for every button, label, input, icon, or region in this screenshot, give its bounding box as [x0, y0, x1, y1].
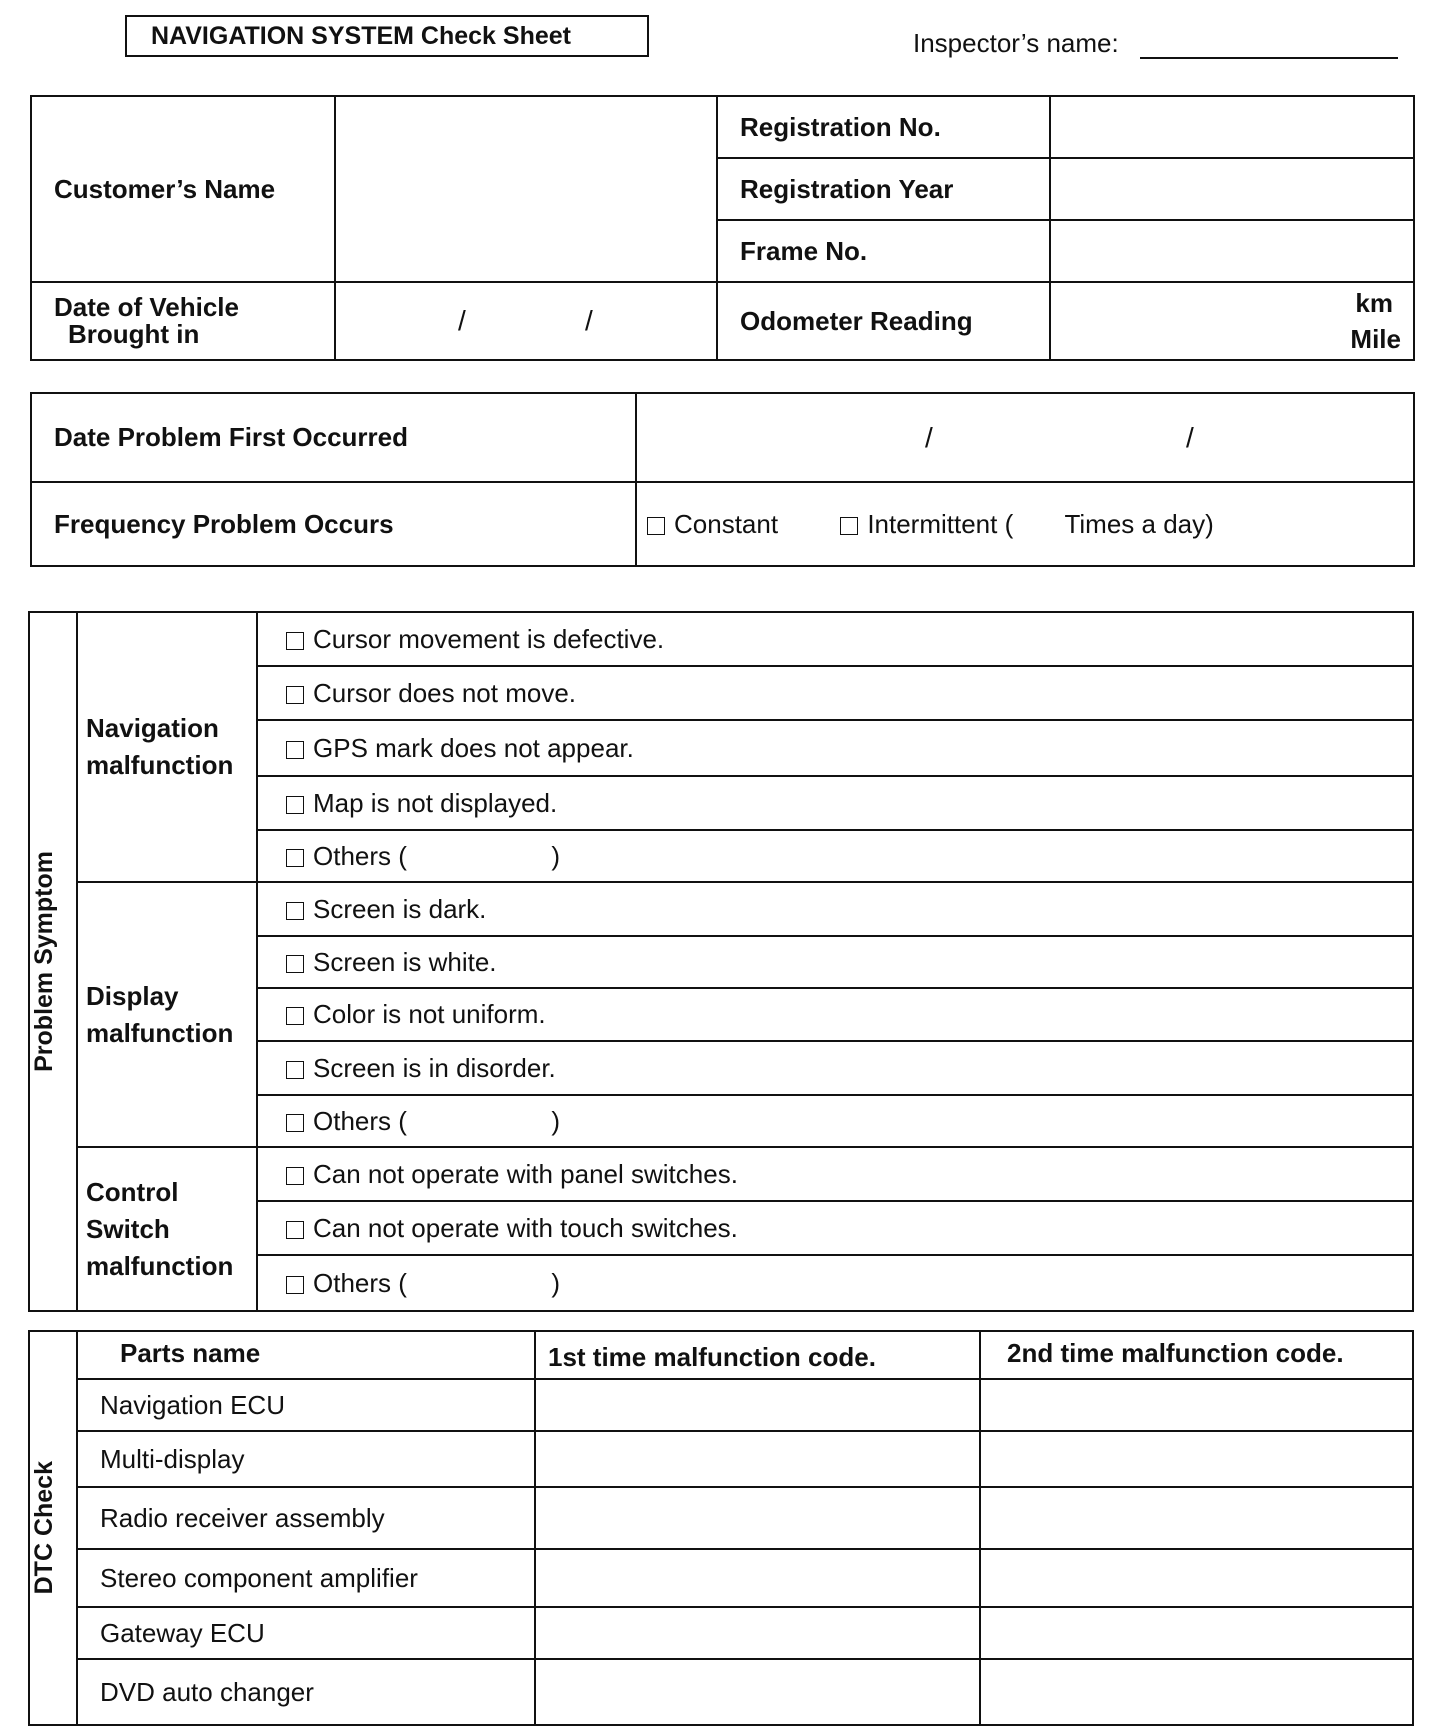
control-switch-label-line2: Switch: [86, 1213, 170, 1244]
first-code-field[interactable]: [535, 1607, 980, 1659]
vehicle-info-table: [30, 95, 1415, 361]
second-code-field[interactable]: [980, 1487, 1413, 1549]
second-code-field[interactable]: [980, 1431, 1413, 1487]
first-code-field[interactable]: [535, 1379, 980, 1431]
intermittent-checkbox[interactable]: [840, 517, 858, 535]
odometer-unit-mile: Mile: [1350, 324, 1401, 354]
registration-year-label: Registration Year: [717, 158, 1050, 220]
problem-symptom-label: Problem Symptom: [30, 851, 58, 1072]
checkbox[interactable]: [286, 902, 304, 920]
constant-option-label: Constant: [674, 508, 779, 539]
second-code-field[interactable]: [980, 1607, 1413, 1659]
symptom-label: Others ( ): [313, 1105, 561, 1136]
checkbox[interactable]: [286, 686, 304, 704]
symptom-label: Color is not uniform.: [313, 999, 546, 1029]
part-name-cell: Stereo component amplifier: [77, 1549, 535, 1607]
control-switch-label-line3: malfunction: [86, 1250, 234, 1281]
customer-name-field[interactable]: [335, 96, 717, 282]
first-code-header: 1st time malfunction code.: [535, 1331, 980, 1379]
symptom-item[interactable]: [257, 1255, 1413, 1311]
dtc-check-label: DTC Check: [30, 1461, 58, 1595]
date-brought-in-field[interactable]: [335, 282, 717, 360]
second-code-field[interactable]: [980, 1379, 1413, 1431]
times-a-day-label: Times a day): [1064, 508, 1214, 539]
parts-name-header: Parts name: [77, 1331, 535, 1379]
symptom-item[interactable]: [257, 720, 1413, 776]
part-name-cell: Navigation ECU: [77, 1379, 535, 1431]
symptom-label: Can not operate with panel switches.: [313, 1158, 738, 1189]
constant-option[interactable]: [647, 509, 778, 539]
frequency-options: [636, 482, 1414, 566]
symptom-label: Screen is white.: [313, 946, 497, 977]
symptom-item[interactable]: [257, 1147, 1413, 1201]
control-switch-malfunction-label: [77, 1147, 257, 1311]
inspector-name-label: Inspector’s name:: [913, 28, 1119, 58]
symptom-item[interactable]: [257, 830, 1413, 882]
date-separator: /: [925, 421, 933, 453]
symptom-label: Can not operate with touch switches.: [313, 1212, 738, 1243]
checkbox[interactable]: [286, 1167, 304, 1185]
symptom-label: Others ( ): [313, 840, 561, 871]
symptom-item[interactable]: [257, 612, 1413, 666]
symptom-label: Map is not displayed.: [313, 787, 558, 818]
checkbox[interactable]: [286, 1061, 304, 1079]
odometer-field[interactable]: [1050, 282, 1414, 360]
control-switch-label-line1: Control: [86, 1176, 179, 1207]
symptom-item[interactable]: [257, 1095, 1413, 1147]
frequency-label: Frequency Problem Occurs: [31, 482, 636, 566]
checkbox[interactable]: [286, 1221, 304, 1239]
date-first-occurred-label: Date Problem First Occurred: [31, 393, 636, 482]
display-malfunction-label: [77, 882, 257, 1147]
first-code-field[interactable]: [535, 1487, 980, 1549]
problem-symptom-table: [28, 611, 1414, 1312]
odometer-unit-km: km: [1355, 288, 1393, 318]
customer-name-label: Customer’s Name: [31, 96, 335, 282]
first-code-field[interactable]: [535, 1431, 980, 1487]
symptom-item[interactable]: [257, 936, 1413, 988]
checkbox[interactable]: [286, 955, 304, 973]
registration-no-field[interactable]: [1050, 96, 1414, 158]
navigation-malfunction-label: [77, 612, 257, 882]
problem-occurrence-table: [30, 392, 1415, 567]
dtc-check-table: [28, 1330, 1414, 1726]
part-name-cell: DVD auto changer: [77, 1659, 535, 1725]
symptom-item[interactable]: [257, 776, 1413, 830]
date-first-occurred-field[interactable]: [636, 393, 1414, 482]
checkbox[interactable]: [286, 741, 304, 759]
inspector-name-field[interactable]: [1140, 57, 1398, 59]
symptom-label: Cursor does not move.: [313, 677, 577, 708]
navigation-label-line1: Navigation: [86, 713, 219, 743]
checkbox[interactable]: [286, 632, 304, 650]
symptom-item[interactable]: [257, 988, 1413, 1041]
first-code-field[interactable]: [535, 1659, 980, 1725]
intermittent-option[interactable]: [840, 509, 1013, 539]
date-brought-in-label: [31, 282, 335, 360]
symptom-item[interactable]: [257, 882, 1413, 936]
date-separator: /: [1186, 421, 1194, 453]
symptom-label: GPS mark does not appear.: [313, 732, 634, 763]
first-code-field[interactable]: [535, 1549, 980, 1607]
symptom-label: Others ( ): [313, 1267, 561, 1298]
frame-no-field[interactable]: [1050, 220, 1414, 282]
odometer-label: Odometer Reading: [717, 282, 1050, 360]
problem-symptom-section: [29, 612, 77, 1311]
checkbox[interactable]: [286, 849, 304, 867]
part-name-cell: Radio receiver assembly: [77, 1487, 535, 1549]
date-brought-in-label-line1: Date of Vehicle: [54, 292, 239, 322]
checkbox[interactable]: [286, 1276, 304, 1294]
symptom-item[interactable]: [257, 1201, 1413, 1255]
display-label-line1: Display: [86, 980, 179, 1011]
intermittent-option-label: Intermittent (: [867, 508, 1014, 539]
date-brought-in-label-line2: Brought in: [68, 319, 200, 349]
registration-year-field[interactable]: [1050, 158, 1414, 220]
frame-no-label: Frame No.: [717, 220, 1050, 282]
date-separator: /: [585, 305, 593, 336]
sheet-title: NAVIGATION SYSTEM Check Sheet: [125, 15, 649, 57]
symptom-label: Cursor movement is defective.: [313, 623, 665, 654]
second-code-header: 2nd time malfunction code.: [980, 1331, 1413, 1379]
symptom-label: Screen is dark.: [313, 893, 487, 924]
checkbox[interactable]: [286, 1007, 304, 1025]
constant-checkbox[interactable]: [647, 517, 665, 535]
checkbox[interactable]: [286, 1114, 304, 1132]
date-separator: /: [458, 305, 466, 336]
symptom-item[interactable]: [257, 666, 1413, 720]
second-code-field[interactable]: [980, 1549, 1413, 1607]
display-label-line2: malfunction: [86, 1017, 234, 1048]
part-name-cell: Gateway ECU: [77, 1607, 535, 1659]
checkbox[interactable]: [286, 796, 304, 814]
symptom-label: Screen is in disorder.: [313, 1052, 556, 1083]
symptom-item[interactable]: [257, 1041, 1413, 1095]
part-name-cell: Multi-display: [77, 1431, 535, 1487]
second-code-field[interactable]: [980, 1659, 1413, 1725]
dtc-check-section: [29, 1331, 77, 1725]
registration-no-label: Registration No.: [717, 96, 1050, 158]
navigation-label-line2: malfunction: [86, 750, 234, 780]
